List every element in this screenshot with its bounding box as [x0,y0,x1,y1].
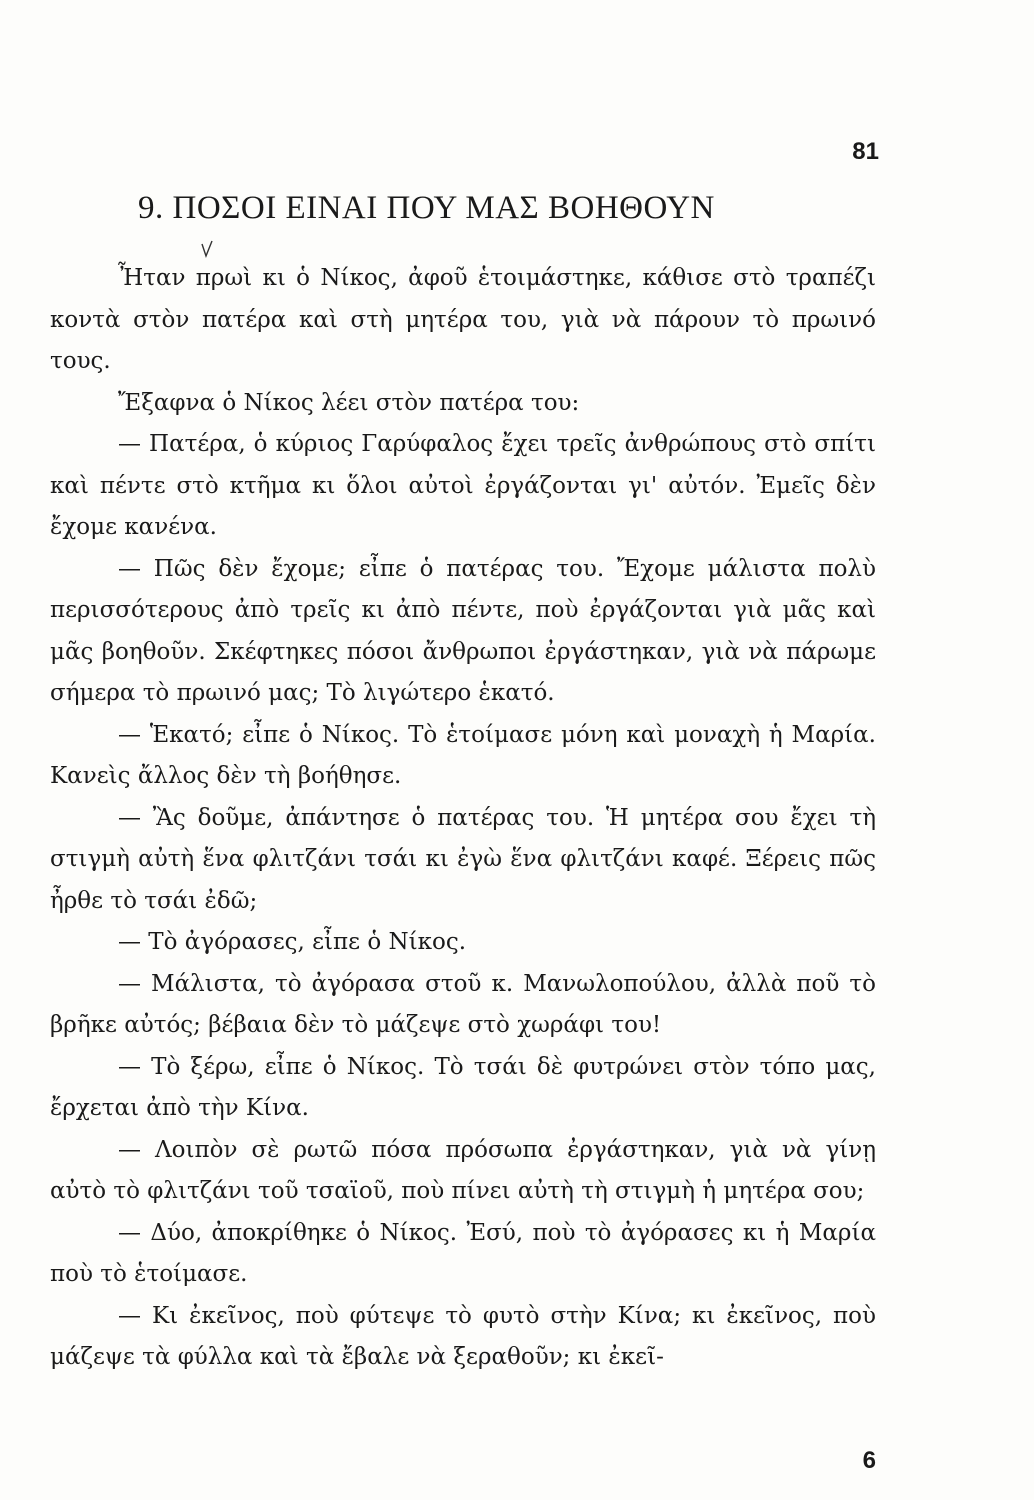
pencil-check-mark-icon [200,240,214,260]
paragraph-4: — Πῶς δὲν ἔχομε; εἶπε ὁ πατέρας του. Ἔχομε μάλιστα πολὺ περισσότερους ἀπὸ τρεῖς κι ἀπὸ πέντε, ποὺ ἐργάζονται γιὰ μᾶς καὶ μᾶς βοηθοῦν. Σκέφτηκες πόσοι ἄνθρωποι ἐργάστηκαν, γιὰ νὰ πάρωμε σήμερα τὸ πρωινό μας; Τὸ λιγώτερο ἑκατό. [50,555,876,706]
paragraph-11: — Δύο, ἀποκρίθηκε ὁ Νίκος. Ἐσύ, ποὺ τὸ ἀγόρασες κι ἡ Μαρία ποὺ τὸ ἑτοίμασε. [50,1219,876,1287]
printer-signature-mark: 6 [862,1447,876,1474]
chapter-title: 9. ΠΟΣΟΙ ΕΙΝΑΙ ΠΟΥ ΜΑΣ ΒΟΗΘΟΥΝ [138,190,715,226]
body-text [50,258,876,1379]
page-number: 81 [852,138,879,165]
paragraph-6: — Ἂς δοῦμε, ἀπάντησε ὁ πατέρας του. Ἡ μητέρα σου ἔχει τὴ στιγμὴ αὐτὴ ἕνα φλιτζάνι τσάι κι ἐγὼ ἕνα φλιτζάνι καφέ. Ξέρεις πῶς ἦρθε τὸ τσάι ἐδῶ; [50,804,876,914]
paragraph-10: — Λοιπὸν σὲ ρωτῶ πόσα πρόσωπα ἐργάστηκαν, γιὰ νὰ γίνῃ αὐτὸ τὸ φλιτζάνι τοῦ τσαϊοῦ, ποὺ πίνει αὐτὴ τὴ στιγμὴ ἡ μητέρα σου; [50,1136,876,1204]
paragraph-1: Ἦταν πρωὶ κι ὁ Νίκος, ἀφοῦ ἑτοιμάστηκε, κάθισε στὸ τραπέζι κοντὰ στὸν πατέρα καὶ στὴ μητέρα του, γιὰ νὰ πάρουν τὸ πρωινό τους. [50,265,876,374]
paragraph-2: Ἔξαφνα ὁ Νίκος λέει στὸν πατέρα του: [118,389,580,416]
paragraph-3: — Πατέρα, ὁ κύριος Γαρύφαλος ἔχει τρεῖς ἀνθρώπους στὸ σπίτι καὶ πέντε στὸ κτῆμα κι ὅλοι αὐτοὶ ἐργάζονται γι' αὐτόν. Ἐμεῖς δὲν ἔχομε κανένα. [50,431,876,540]
paragraph-12: — Κι ἐκεῖνος, ποὺ φύτεψε τὸ φυτὸ στὴν Κίνα; κι ἐκεῖνος, ποὺ μάζεψε τὰ φύλλα καὶ τὰ ἔβαλε νὰ ξεραθοῦν; κι ἐκεῖ- [50,1302,876,1370]
paragraph-5: — Ἑκατό; εἶπε ὁ Νίκος. Τὸ ἑτοίμασε μόνη καὶ μοναχὴ ἡ Μαρία. Κανεὶς ἄλλος δὲν τὴ βοήθησε. [50,721,876,789]
paragraph-7: — Τὸ ἀγόρασες, εἶπε ὁ Νίκος. [118,929,467,955]
paragraph-8: — Μάλιστα, τὸ ἀγόρασα στοῦ κ. Μανωλοπούλου, ἀλλὰ ποῦ τὸ βρῆκε αὐτός; βέβαια δὲν τὸ μάζεψε στὸ χωράφι του! [50,970,876,1038]
paragraph-9: — Τὸ ξέρω, εἶπε ὁ Νίκος. Τὸ τσάι δὲ φυτρώνει στὸν τόπο μας, ἔρχεται ἀπὸ τὴν Κίνα. [50,1053,876,1121]
